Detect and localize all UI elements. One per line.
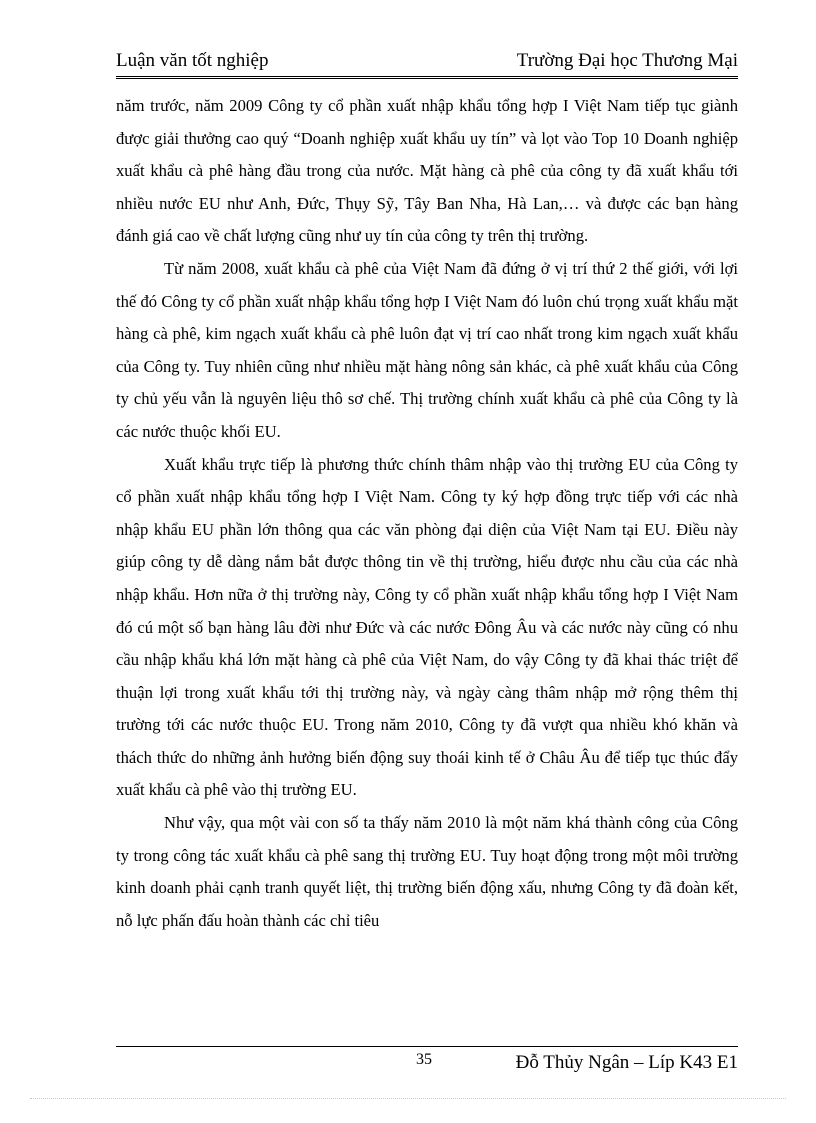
header-university-name: Trường Đại học Thương Mại xyxy=(516,50,738,71)
page-edge-divider xyxy=(30,1098,786,1099)
page-number: 35 xyxy=(416,1051,432,1068)
paragraph-4: Như vậy, qua một vài con số ta thấy năm 2010 là một năm khá thành công của Công ty trong công tác xuất khẩu cà phê sang thị trường EU. Tuy hoạt động trong một môi trường kinh doanh phải cạnh tranh quyết liệt, thị trường biến động xấu, nhưng Công ty đã đoàn kết, nỗ lực phấn đấu hoàn thành các chỉ tiêu xyxy=(116,813,738,930)
header-thesis-label: Luận văn tốt nghiệp xyxy=(116,50,269,71)
paragraph-3: Xuất khẩu trực tiếp là phương thức chính thâm nhập vào thị trường EU của Công ty cổ phần xuất nhập khẩu tổng hợp I Việt Nam. Công ty ký hợp đồng trực tiếp với các nhà nhập khẩu EU phần lớn thông qua các văn phòng đại diện của Việt Nam tại EU. Điều này giúp công ty dễ dàng nắm bắt được thông tin về thị trường, hiểu được nhu cầu của các nhà nhập khẩu. Hơn nữa ở thị trường này, Công ty cổ phần xuất nhập khẩu tổng hợp I Việt Nam đó cú một số bạn hàng lâu đời như Đức và các nước Đông Âu và các nước này cũng có nhu cầu nhập khẩu khá lớn mặt hàng cà phê của Việt Nam, do vậy Công ty đã khai thác triệt để thuận lợi trong xuất khẩu tới thị trường này, và ngày càng thâm nhập mở rộng thêm thị trường tới các nước thuộc EU. Trong năm 2010, Công ty đã vượt qua nhiều khó khăn và thách thức do những ảnh hưởng biến động suy thoái kinh tế ở Châu Âu để tiếp tục thúc đẩy xuất khẩu cà phê vào thị trường EU. xyxy=(116,454,738,800)
footer-author: Đỗ Thủy Ngân – Líp K43 E1 xyxy=(515,1052,738,1073)
running-header xyxy=(116,50,738,79)
body-text xyxy=(116,90,738,937)
paragraph-1: năm trước, năm 2009 Công ty cổ phần xuất nhập khẩu tổng hợp I Việt Nam tiếp tục giành được giải thưởng cao quý “Doanh nghiệp xuất khẩu uy tín” và lọt vào Top 10 Doanh nghiệp xuất khẩu cà phê hàng đầu trong của nước. Mặt hàng cà phê của công ty đã xuất khẩu tới nhiều nước EU như Anh, Đức, Thụy Sỹ, Tây Ban Nha, Hà Lan,… và được các bạn hàng đánh giá cao về chất lượng cũng như uy tín của công ty trên thị trường. xyxy=(116,96,738,246)
paragraph-2: Từ năm 2008, xuất khẩu cà phê của Việt Nam đã đứng ở vị trí thứ 2 thế giới, với lợi thế đó Công ty cổ phần xuất nhập khẩu tổng hợp I Việt Nam đó luôn chú trọng xuất khẩu mặt hàng cà phê, kim ngạch xuất khẩu cà phê luôn đạt vị trí cao nhất trong kim ngạch xuất khẩu của Công ty. Tuy nhiên cũng như nhiều mặt hàng nông sản khác, cà phê xuất khẩu của Công ty chủ yếu vẫn là nguyên liệu thô sơ chế. Thị trường chính xuất khẩu cà phê của Công ty là các nước thuộc khối EU. xyxy=(116,258,738,441)
footer-divider xyxy=(116,1046,738,1047)
